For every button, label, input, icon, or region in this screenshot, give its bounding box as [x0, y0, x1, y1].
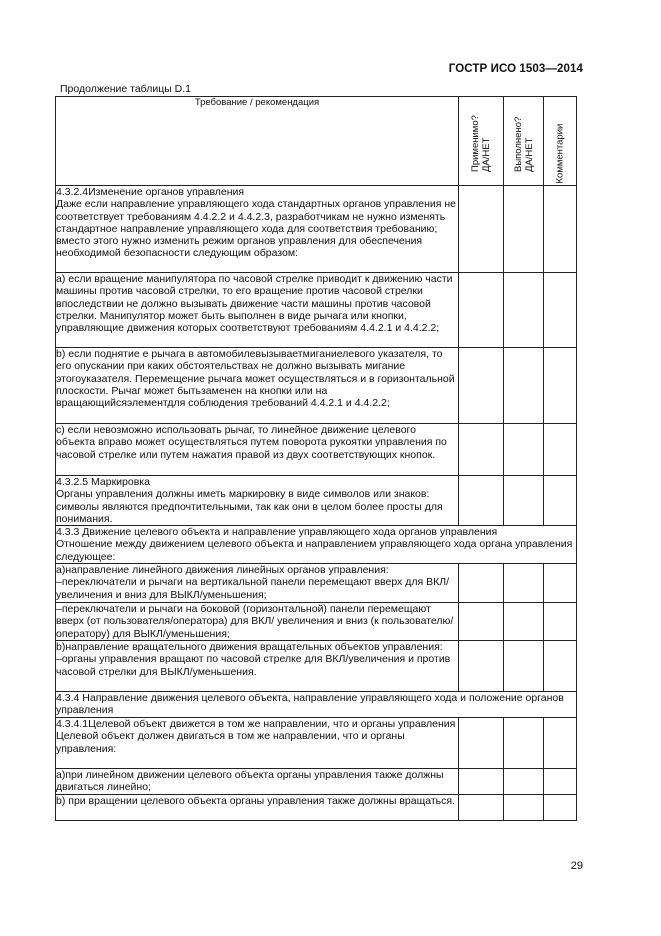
requirement-text: а) если вращение манипулятора по часовой стрелке приводит к движению части машины против часовой стрелки, то его вращение против часовой стрелки впоследствии не должно вызывать движение части машины против часовой стрелки. Манипулятор может быть выполнен в виде рычага или кнопки, управляющие движения которых соответствуют требованиям 4.4.2.1 и 4.4.2.2;	[56, 273, 459, 348]
requirement-text: с) если невозможно использовать рычаг, то линейное движение целевого объекта вправо может осуществляться путем поворота рукоятки управления по часовой стрелке или путем нажатия правой из двух соответствующих кнопок.	[56, 424, 459, 476]
done-cell[interactable]	[504, 273, 544, 348]
applicable-cell[interactable]	[459, 718, 504, 769]
comments-cell[interactable]	[544, 718, 577, 769]
table-row	[56, 476, 577, 526]
done-line-1: Выполнено?	[512, 116, 524, 172]
comments-cell[interactable]	[544, 769, 577, 795]
comments-label: Комментарии	[554, 123, 566, 184]
requirement-text: b)направление вращательного движения вращательных объектов управления: –органы управления вращают по часовой стрелке для ВКЛ/увеличения и против часовой стрелки для ВЫКЛ/уменьшения.	[56, 641, 459, 692]
comments-cell[interactable]	[544, 476, 577, 526]
requirement-text: –переключатели и рычаги на боковой (горизонтальной) панели перемещают вверх (от пользователя/оператора) для ВКЛ/ увеличения и вниз (к пользователю/оператору) для ВЫКЛ/уменьшения;	[56, 603, 459, 641]
comments-cell[interactable]	[544, 794, 577, 820]
table-row	[56, 348, 577, 424]
done-cell[interactable]	[504, 794, 544, 820]
table-row	[56, 641, 577, 692]
applicable-cell[interactable]	[459, 603, 504, 641]
requirements-table	[55, 96, 577, 821]
page-number: 29	[570, 860, 583, 872]
applicable-cell[interactable]	[459, 424, 504, 476]
comments-cell[interactable]	[544, 424, 577, 476]
table-header-row	[56, 97, 577, 186]
requirement-text: 4.3.2.5 Маркировка Органы управления должны иметь маркировку в виде символов или знаков: символы являются предпочтительными, так как они в целом более просты для понимания.	[56, 476, 459, 526]
requirement-text: b) при вращении целевого объекта органы управления также должны вращаться.	[56, 794, 459, 820]
done-cell[interactable]	[504, 641, 544, 692]
requirement-text: а)при линейном движении целевого объекта органы управления также должны двигаться линейно;	[56, 769, 459, 795]
requirement-text: b) если поднятие e рычага в автомобилевызываетмиганиелевого указателя, то его опускании при каких обстоятельствах не должно вызывать мигание этогоуказателя. Перемещение рычага может осуществляться и в горизонтальной плоскости. Рычаг может бытьзаменен на кнопки или на вращающийсяэлементдля соблюдения требований 4.4.2.1 и 4.4.2.2;	[56, 348, 459, 424]
table-row	[56, 603, 577, 641]
applicable-cell[interactable]	[459, 794, 504, 820]
applicable-cell[interactable]	[459, 769, 504, 795]
applicable-line-1: Применимо?	[470, 115, 481, 172]
standard-header: ГОСТР ИСО 1503—2014	[448, 63, 583, 75]
table-row	[56, 692, 577, 718]
comments-cell[interactable]	[544, 641, 577, 692]
requirement-text: 4.3.4.1Целевой объект движется в том же направлении, что и органы управления Целевой объект должен двигаться в том же направлении, что и органы управления:	[56, 718, 459, 769]
applicable-cell[interactable]	[459, 273, 504, 348]
table-row	[56, 769, 577, 795]
applicable-cell[interactable]	[459, 348, 504, 424]
table-row	[56, 718, 577, 769]
applicable-cell[interactable]	[459, 564, 504, 603]
done-cell[interactable]	[504, 476, 544, 526]
table-row	[56, 424, 577, 476]
table-row	[56, 794, 577, 820]
table-continuation-label: Продолжение таблицы D.1	[60, 83, 192, 95]
table-row	[56, 186, 577, 273]
table-row	[56, 526, 577, 564]
column-header-applicable	[459, 97, 504, 186]
done-cell[interactable]	[504, 424, 544, 476]
applicable-cell[interactable]	[459, 641, 504, 692]
table-row	[56, 273, 577, 348]
done-cell[interactable]	[504, 603, 544, 641]
requirement-text: а)направление линейного движения линейных органов управления: –переключатели и рычаги на вертикальной панели перемещают вверх для ВКЛ/увеличения и вниз для ВЫКЛ/уменьшения;	[56, 564, 459, 603]
done-cell[interactable]	[504, 186, 544, 273]
applicable-line-2: ДА/НЕТ	[481, 137, 492, 172]
comments-cell[interactable]	[544, 273, 577, 348]
done-cell[interactable]	[504, 718, 544, 769]
applicable-cell[interactable]	[459, 476, 504, 526]
section-heading-text: 4.3.4 Направление движения целевого объекта, направление управляющего хода и положение органов управления	[56, 692, 577, 718]
comments-cell[interactable]	[544, 603, 577, 641]
comments-cell[interactable]	[544, 564, 577, 603]
comments-cell[interactable]	[544, 348, 577, 424]
requirement-text: 4.3.2.4Изменение органов управления Даже если направление управляющего хода стандартных органов управления не соответствует требованиям 4.4.2.2 и 4.4.2.3, разработчикам не нужно изменять стандартное направление управляющего хода для соответствия требованию; вместо этого нужно изменить режим органов управления для обеспечения необходимой безопасности следующим образом:	[56, 186, 459, 273]
section-heading-text: 4.3.3 Движение целевого объекта и направление управляющего хода органов управления Отношение между движением целевого объекта и направлением управляющего хода органа управления следующее:	[56, 526, 577, 564]
column-header-comments	[544, 97, 577, 186]
done-line-2: ДА/НЕТ	[523, 137, 535, 172]
table-row	[56, 564, 577, 603]
column-header-done	[504, 97, 544, 186]
done-cell[interactable]	[504, 769, 544, 795]
column-header-requirement: Требование / рекомендация	[56, 97, 459, 186]
done-cell[interactable]	[504, 564, 544, 603]
applicable-cell[interactable]	[459, 186, 504, 273]
done-cell[interactable]	[504, 348, 544, 424]
comments-cell[interactable]	[544, 186, 577, 273]
